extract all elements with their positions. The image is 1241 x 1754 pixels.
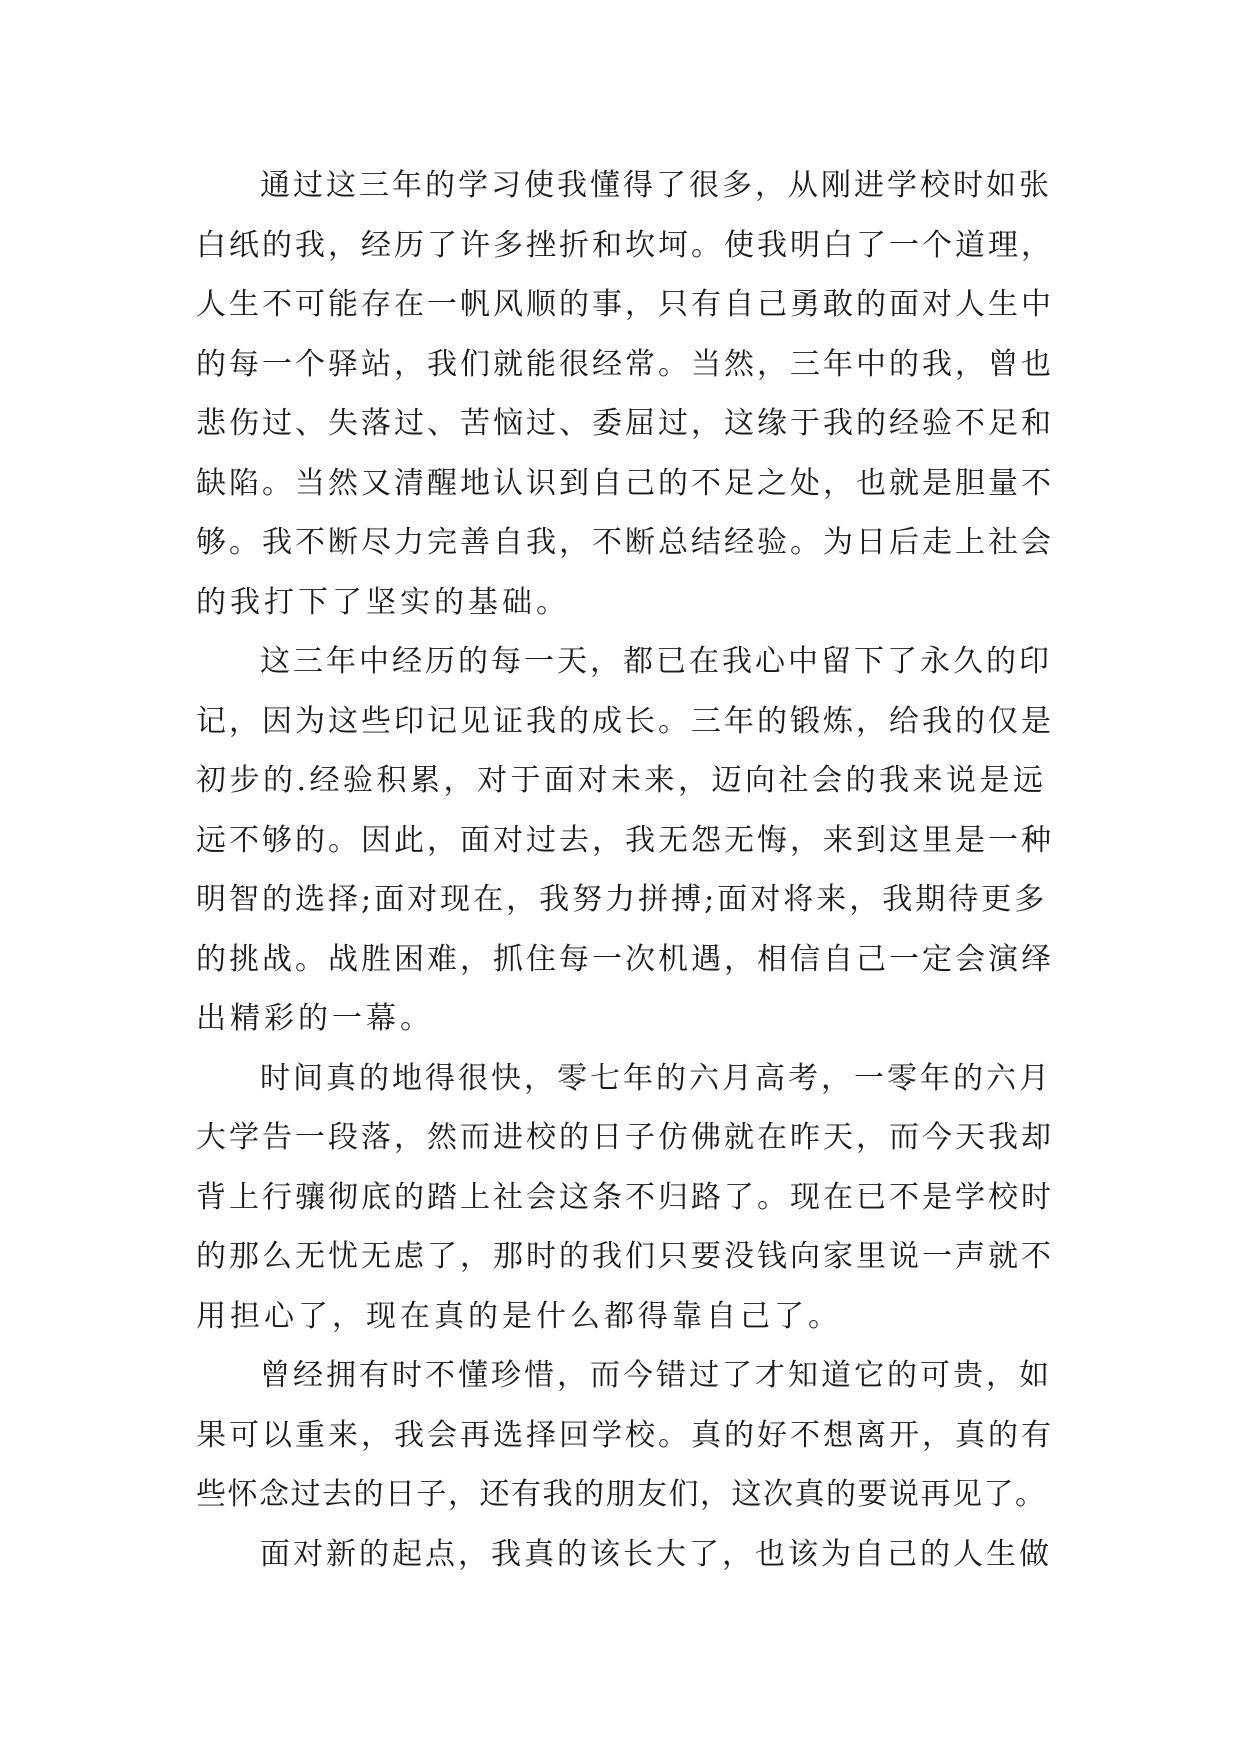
text-line: 人生不可能存在一帆风顺的事，只有自己勇敢的面对人生中 bbox=[196, 287, 1054, 322]
text-line: 悲伤过、失落过、苦恼过、委屈过，这缘于我的经验不足和 bbox=[196, 406, 1054, 441]
text-line: 明智的选择;面对现在，我努力拼搏;面对将来，我期待更多 bbox=[196, 882, 1048, 917]
text-line: 背上行骧彻底的踏上社会这条不归路了。现在已不是学校时 bbox=[196, 1179, 1054, 1215]
body-text bbox=[196, 156, 1056, 1584]
text-line: 出精彩的一幕。 bbox=[196, 1001, 434, 1036]
text-line: 初步的.经验积累，对于面对未来，迈向社会的我来说是远 bbox=[196, 763, 1047, 798]
text-line: 的我打下了坚实的基础。 bbox=[196, 584, 570, 620]
text-line: 通过这三年的学习使我懂得了很多，从刚进学校时如张 bbox=[260, 168, 1052, 203]
text-line: 曾经拥有时不懂珍惜，而今错过了才知道它的可贵，如 bbox=[260, 1358, 1052, 1393]
text-line: 记，因为这些印记见证我的成长。三年的锻炼，给我的仅是 bbox=[196, 703, 1054, 739]
text-line: 大学告一段落，然而进校的日子仿佛就在昨天，而今天我却 bbox=[196, 1120, 1054, 1155]
text-line: 时间真的地得很快，零七年的六月高考，一零年的六月 bbox=[260, 1060, 1052, 1096]
text-line: 的挑战。战胜困难，抓住每一次机遇，相信自己一定会演绎 bbox=[196, 941, 1054, 977]
text-line: 面对新的起点，我真的该长大了，也该为自己的人生做 bbox=[260, 1536, 1052, 1572]
text-line: 果可以重来，我会再选择回学校。真的好不想离开，真的有 bbox=[196, 1417, 1054, 1453]
text-line: 的每一个驿站，我们就能很经常。当然，三年中的我，曾也 bbox=[196, 346, 1054, 382]
text-line: 的那么无忧无虑了，那时的我们只要没钱向家里说一声就不 bbox=[196, 1239, 1054, 1274]
text-line: 够。我不断尽力完善自我，不断总结经验。为日后走上社会 bbox=[196, 525, 1054, 560]
text-line: 这三年中经历的每一天，都已在我心中留下了永久的印 bbox=[260, 644, 1052, 679]
text-line: 缺陷。当然又清醒地认识到自己的不足之处，也就是胆量不 bbox=[196, 465, 1054, 501]
text-line: 用担心了，现在真的是什么都得靠自己了。 bbox=[196, 1298, 842, 1334]
text-line: 白纸的我，经历了许多挫折和坎坷。使我明白了一个道理， bbox=[196, 227, 1054, 263]
text-line: 些怀念过去的日子，还有我的朋友们，这次真的要说再见了。 bbox=[196, 1477, 1047, 1512]
text-line: 远不够的。因此，面对过去，我无怨无悔，来到这里是一种 bbox=[196, 822, 1054, 858]
